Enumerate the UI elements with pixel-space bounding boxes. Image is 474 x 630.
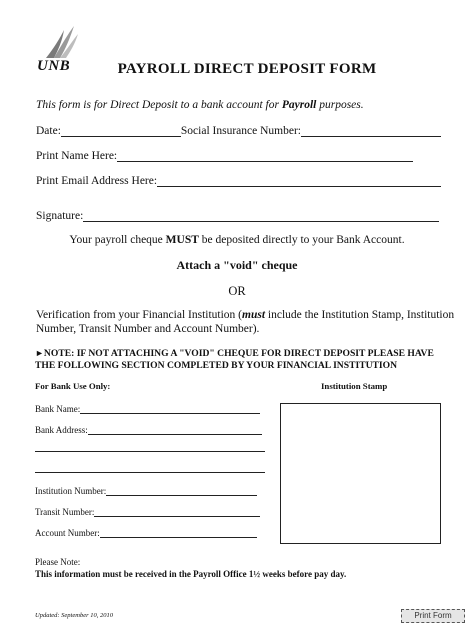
signature-input-line[interactable]	[83, 209, 439, 222]
transit-number-field[interactable]	[35, 506, 260, 517]
bank-address-line-3[interactable]	[35, 472, 265, 473]
name-input-line[interactable]	[117, 149, 413, 162]
name-field[interactable]	[36, 149, 413, 162]
account-number-input-line[interactable]	[100, 527, 257, 538]
date-label: Date:	[36, 125, 61, 137]
institution-number-label: Institution Number:	[35, 486, 107, 496]
date-field[interactable]	[36, 124, 441, 137]
institution-number-field[interactable]	[35, 485, 257, 496]
verification-line-1: Verification from your Financial Institution (must include the Institution Stamp, Institution	[36, 309, 455, 321]
email-label: Print Email Address Here:	[36, 175, 158, 187]
institution-stamp-label: Institution Stamp	[321, 381, 388, 391]
intro-text: This form is for Direct Deposit to a bank account for Payroll purposes.	[36, 99, 364, 111]
institution-stamp-box	[280, 403, 441, 544]
logo-text: UNB	[37, 58, 71, 74]
name-label: Print Name Here:	[36, 150, 118, 162]
please-note-text: This information must be received in the Payroll Office 1½ weeks before pay day.	[35, 569, 347, 579]
account-number-label: Account Number:	[35, 528, 100, 538]
signature-field[interactable]	[36, 209, 439, 222]
page-title: PAYROLL DIRECT DEPOSIT FORM	[117, 61, 377, 77]
attach-void-cheque: Attach a "void" cheque	[176, 258, 298, 272]
or-text: OR	[228, 284, 246, 298]
bank-address-field[interactable]	[35, 424, 262, 435]
bank-note: ►NOTE: IF NOT ATTACHING A "VOID" CHEQUE FOR DIRECT DEPOSIT PLEASE HAVE THE FOLLOWING SECTION COMPLETED BY YOUR FINANCIAL INSTITUTION	[35, 348, 434, 371]
print-form-button[interactable]: Print Form	[401, 609, 465, 623]
please-note-label: Please Note:	[35, 557, 81, 567]
sin-input-line[interactable]	[301, 124, 441, 137]
signature-label: Signature:	[36, 210, 84, 222]
transit-number-label: Transit Number:	[35, 507, 95, 517]
bank-address-line-2[interactable]	[35, 451, 265, 452]
bank-address-label: Bank Address:	[35, 425, 88, 435]
updated-date: Updated: September 10, 2010	[35, 612, 113, 619]
bank-address-input-line[interactable]	[88, 424, 262, 435]
bank-name-label: Bank Name:	[35, 404, 81, 414]
transit-number-input-line[interactable]	[94, 506, 260, 517]
unb-logo-sail-icon	[40, 24, 80, 60]
cheque-instruction: Your payroll cheque MUST be deposited directly to your Bank Account.	[69, 234, 405, 246]
verification-line-2: Number, Transit Number and Account Number).	[36, 323, 260, 335]
arrow-right-icon: ►	[35, 348, 44, 358]
bank-name-field[interactable]	[35, 403, 260, 414]
account-number-field[interactable]	[35, 527, 257, 538]
bank-use-heading: For Bank Use Only:	[35, 381, 111, 391]
email-field[interactable]	[36, 174, 441, 187]
sin-label: Social Insurance Number:	[180, 125, 301, 137]
institution-number-input-line[interactable]	[106, 485, 257, 496]
date-input-line[interactable]	[61, 124, 181, 137]
bank-name-input-line[interactable]	[80, 403, 260, 414]
email-input-line[interactable]	[157, 174, 441, 187]
